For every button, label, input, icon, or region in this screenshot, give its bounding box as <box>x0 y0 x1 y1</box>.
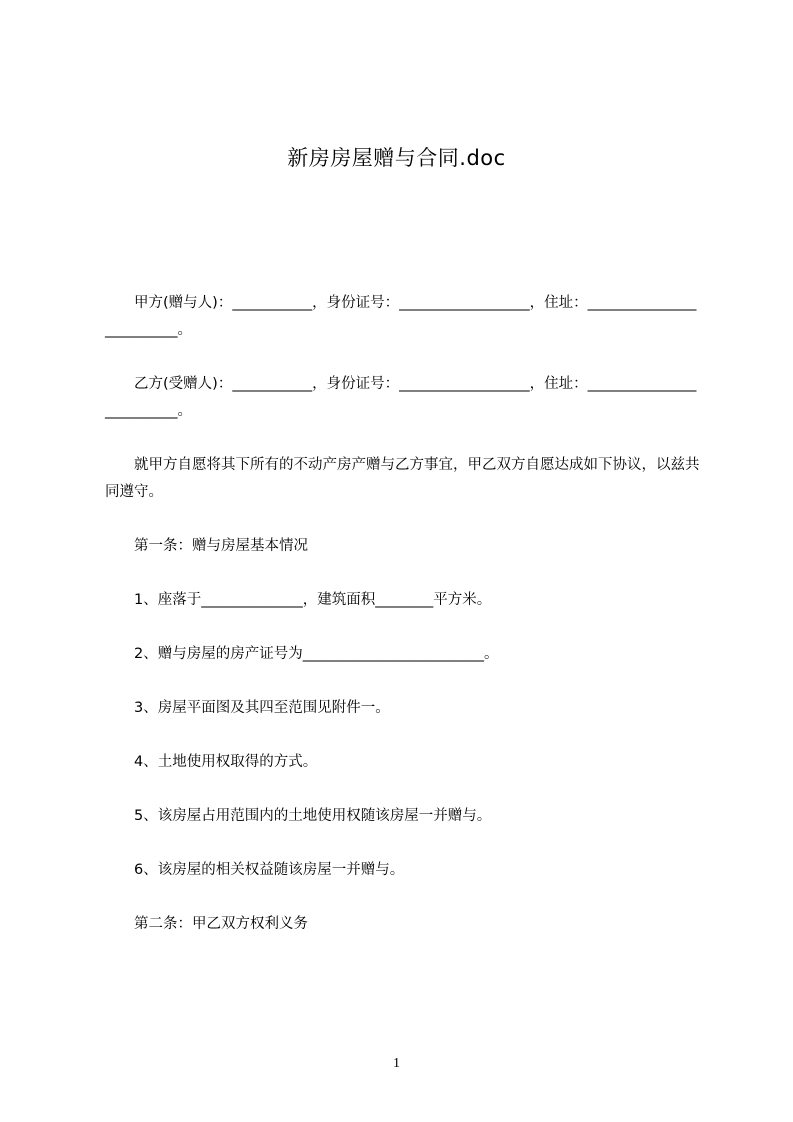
article-1-item-4: 4、土地使用权取得的方式。 <box>134 754 318 770</box>
article-1-item-5: 5、该房屋占用范围内的土地使用权随该房屋一并赠与。 <box>134 808 492 824</box>
page-number: 1 <box>393 1056 400 1071</box>
document-body <box>105 290 703 938</box>
party-b-paragraph: 乙方(受赠人)：___________，身份证号：__________________，住址：_________________________。 <box>105 376 697 419</box>
article-1-item-2: 2、赠与房屋的房产证号为_________________________。 <box>134 646 499 662</box>
article-1-item-1: 1、座落于______________，建筑面积________平方米。 <box>134 592 492 608</box>
document-title: 新房房屋赠与合同.doc <box>287 146 506 170</box>
article-2-heading: 第二条：甲乙双方权利义务 <box>134 916 308 932</box>
article-1-heading: 第一条：赠与房屋基本情况 <box>134 538 308 554</box>
article-1-item-3: 3、房屋平面图及其四至范围见附件一。 <box>134 700 390 716</box>
intro-paragraph: 就甲方自愿将其下所有的不动产房产赠与乙方事宜，甲乙双方自愿达成如下协议，以兹共同遵守。 <box>105 457 700 500</box>
party-a-paragraph: 甲方(赠与人)：___________，身份证号：__________________，住址：_________________________。 <box>105 295 697 338</box>
article-1-item-6: 6、该房屋的相关权益随该房屋一并赠与。 <box>134 862 405 878</box>
